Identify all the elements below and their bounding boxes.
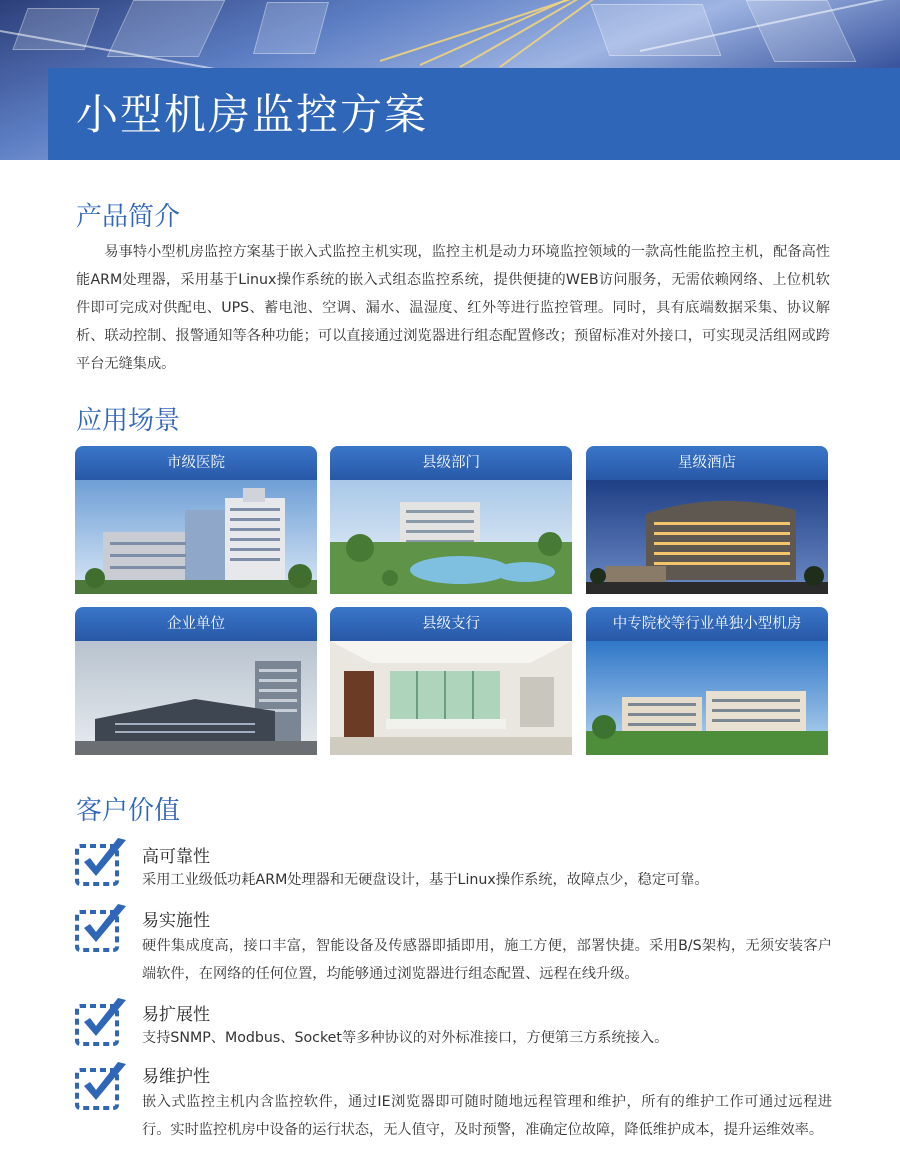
scenario-card-county-department <box>330 446 572 594</box>
value-title-ease-of-deployment: 易实施性 <box>142 911 210 931</box>
banner-decoration <box>253 2 329 54</box>
scenario-card-label: 中专院校等行业单独小型机房 <box>586 607 828 641</box>
value-title-maintainability: 易维护性 <box>142 1067 210 1087</box>
scenario-card-enterprise <box>75 607 317 755</box>
scenario-card-label: 县级支行 <box>330 607 572 641</box>
scenario-card-label: 市级医院 <box>75 446 317 480</box>
scenario-card-label: 县级部门 <box>330 446 572 480</box>
header-banner <box>0 0 900 160</box>
banner-decoration <box>107 0 226 57</box>
value-desc-maintainability: 嵌入式监控主机内含监控软件，通过IE浏览器即可随时随地远程管理和维护，所有的维护工作可通过远程进行。实时监控机房中设备的运行状态，无人值守，及时预警，准确定位故障，降低维护成本，提升运维效率。 <box>142 1094 832 1138</box>
value-title-extensibility: 易扩展性 <box>142 1005 210 1025</box>
value-desc-extensibility: 支持SNMP、Modbus、Socket等多种协议的对外标准接口，方便第三方系统接入。 <box>142 1030 669 1046</box>
checkmark-box-icon <box>74 836 130 888</box>
checkmark-box-icon <box>74 996 130 1048</box>
scenario-card-school <box>586 607 828 755</box>
value-desc-reliability: 采用工业级低功耗ARM处理器和无硬盘设计，基于Linux操作系统，故障点少，稳定可靠。 <box>142 872 709 888</box>
banner-decoration <box>12 8 99 50</box>
checkmark-box-icon <box>74 902 130 954</box>
scenario-card-county-branch <box>330 607 572 755</box>
intro-heading: 产品简介 <box>76 202 181 232</box>
checkmark-box-icon <box>74 1060 130 1112</box>
values-heading: 客户价值 <box>76 796 181 826</box>
bank-branch-photo <box>330 641 572 755</box>
scenario-card-label: 企业单位 <box>75 607 317 641</box>
scenario-card-label: 星级酒店 <box>586 446 828 480</box>
scenarios-heading: 应用场景 <box>76 406 181 436</box>
value-desc-ease-of-deployment: 硬件集成度高，接口丰富，智能设备及传感器即插即用，施工方便，部署快捷。采用B/S架构，无须安装客户端软件，在网络的任何位置，均能够通过浏览器进行组态配置、远程在线升级。 <box>142 938 832 982</box>
school-campus-photo <box>586 641 828 755</box>
government-building-photo <box>330 480 572 594</box>
hotel-photo <box>586 480 828 594</box>
scenario-card-star-hotel <box>586 446 828 594</box>
title-bar <box>48 68 900 160</box>
enterprise-building-photo <box>75 641 317 755</box>
intro-paragraph: 易事特小型机房监控方案基于嵌入式监控主机实现，监控主机是动力环境监控领域的一款高性能监控主机，配备高性能ARM处理器，采用基于Linux操作系统的嵌入式组态监控系统，提供便捷的WEB访问服务，无需依赖网络、上位机软件即可完成对供配电、UPS、蓄电池、空调、漏水、温湿度、红外等进行监控管理。同时，具有底端数据采集、协议解析、联动控制、报警通知等各种功能；可以直接通过浏览器进行组态配置修改；预留标准对外接口，可实现灵活组网或跨平台无缝集成。 <box>76 244 830 372</box>
scenario-card-hospital <box>75 446 317 594</box>
hospital-photo <box>75 480 317 594</box>
page-title: 小型机房监控方案 <box>76 90 429 139</box>
value-title-reliability: 高可靠性 <box>142 847 210 867</box>
